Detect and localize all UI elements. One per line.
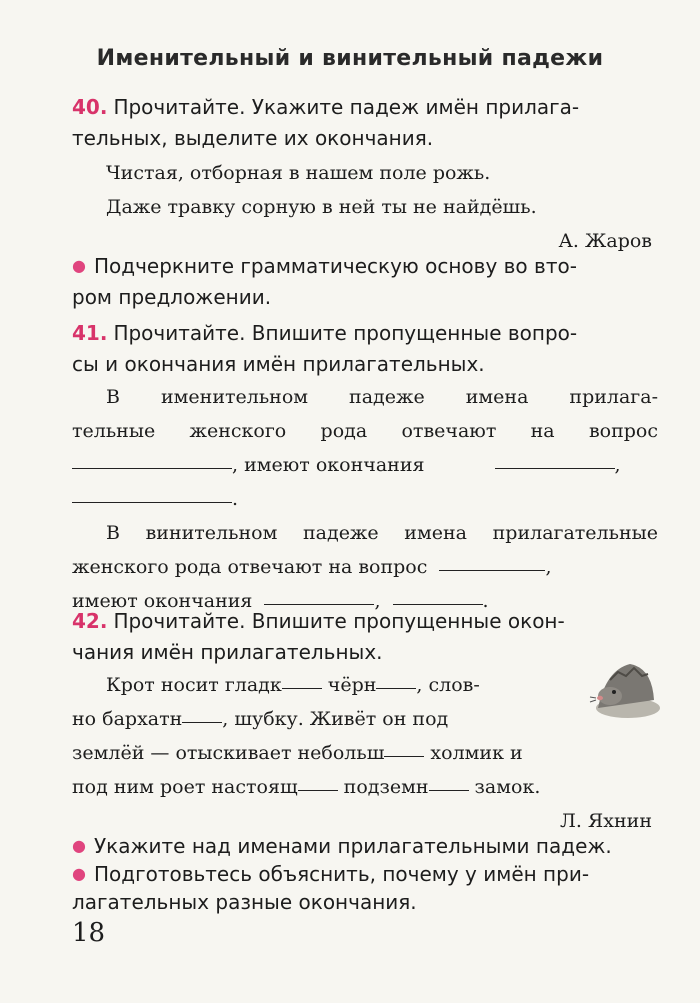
instruction-text: сы и окончания имён прилагательных.	[72, 352, 485, 376]
page-number: 18	[72, 918, 106, 948]
bullet-text: ром предложении.	[72, 285, 272, 309]
bullet-icon: ●	[72, 256, 86, 275]
bullet-text: Подчеркните грамматическую основу во вто-	[93, 254, 577, 278]
poem-line: Чистая, отборная в нашем поле рожь.	[106, 162, 491, 184]
exercise-40-poem	[72, 156, 658, 258]
text-fragment: ,	[374, 590, 381, 612]
answer-blank[interactable]	[439, 569, 545, 571]
answer-blank[interactable]	[429, 789, 469, 791]
instruction-text: Прочитайте. Впишите пропущенные окон-	[113, 609, 565, 633]
text-fragment: имеют окончания	[72, 590, 253, 612]
exercise-40-bullet	[72, 250, 658, 313]
text-fragment: замок.	[468, 776, 541, 798]
answer-blank[interactable]	[72, 501, 232, 503]
text-fragment: ,	[614, 454, 621, 476]
exercise-42-text-bottom	[72, 736, 658, 838]
bullet-icon: ●	[72, 864, 86, 883]
answer-blank[interactable]	[72, 467, 232, 469]
bullet-icon: ●	[72, 836, 86, 855]
text-fragment: .	[482, 590, 489, 612]
text-fragment: землёй — отыскивает небольш	[72, 742, 385, 764]
text-line: В именительном падеже имена прилага-	[106, 386, 658, 408]
answer-blank[interactable]	[376, 687, 416, 689]
exercise-number: 41.	[72, 321, 108, 345]
exercise-41-instruction	[72, 318, 658, 380]
answer-blank[interactable]	[298, 789, 338, 791]
answer-blank[interactable]	[393, 603, 483, 605]
instruction-text: тельных, выделите их окончания.	[72, 126, 434, 150]
text-fragment: , слов-	[416, 674, 480, 696]
poem-line: Даже травку сорную в ней ты не найдёшь.	[106, 196, 537, 218]
author: Л. Яхнин	[560, 810, 652, 832]
exercise-42-instruction	[72, 606, 658, 668]
exercise-number: 42.	[72, 609, 108, 633]
text-fragment: но бархатн	[72, 708, 183, 730]
bullet-text: лагательных разные окончания.	[72, 890, 417, 914]
answer-blank[interactable]	[264, 603, 374, 605]
answer-blank[interactable]	[384, 755, 424, 757]
answer-blank[interactable]	[495, 467, 615, 469]
exercise-42-bullets	[72, 832, 658, 916]
author: А. Жаров	[558, 230, 652, 252]
mole-illustration	[588, 650, 660, 720]
bullet-text: Подготовьтесь объяснить, почему у имён при-	[93, 862, 590, 886]
page-title: Именительный и винительный падежи	[96, 46, 604, 71]
text-fragment: .	[232, 488, 239, 510]
text-line: В винительном падеже имена прилагательные	[106, 522, 658, 544]
bullet-text: Укажите над именами прилагательными падеж.	[93, 834, 612, 858]
text-fragment: ,	[545, 556, 552, 578]
instruction-text: Прочитайте. Укажите падеж имён прилага-	[113, 95, 580, 119]
instruction-text: чания имён прилагательных.	[72, 640, 383, 664]
text-fragment: женского рода отвечают на вопрос	[72, 556, 428, 578]
text-line: тельные женского рода отвечают на вопрос	[72, 420, 658, 442]
answer-blank[interactable]	[282, 687, 322, 689]
text-fragment: холмик и	[424, 742, 523, 764]
text-fragment: , шубку. Живёт он под	[222, 708, 449, 730]
text-fragment: Крот носит гладк	[106, 674, 282, 696]
exercise-number: 40.	[72, 95, 108, 119]
text-fragment: чёрн	[321, 674, 377, 696]
exercise-41-text	[72, 380, 658, 618]
exercise-42-text-top	[72, 668, 572, 736]
answer-blank[interactable]	[182, 721, 222, 723]
exercise-40-instruction	[72, 92, 658, 154]
text-fragment: , имеют окончания	[232, 454, 425, 476]
text-fragment: подземн	[337, 776, 429, 798]
instruction-text: Прочитайте. Впишите пропущенные вопро-	[113, 321, 578, 345]
text-fragment: под ним роет настоящ	[72, 776, 298, 798]
